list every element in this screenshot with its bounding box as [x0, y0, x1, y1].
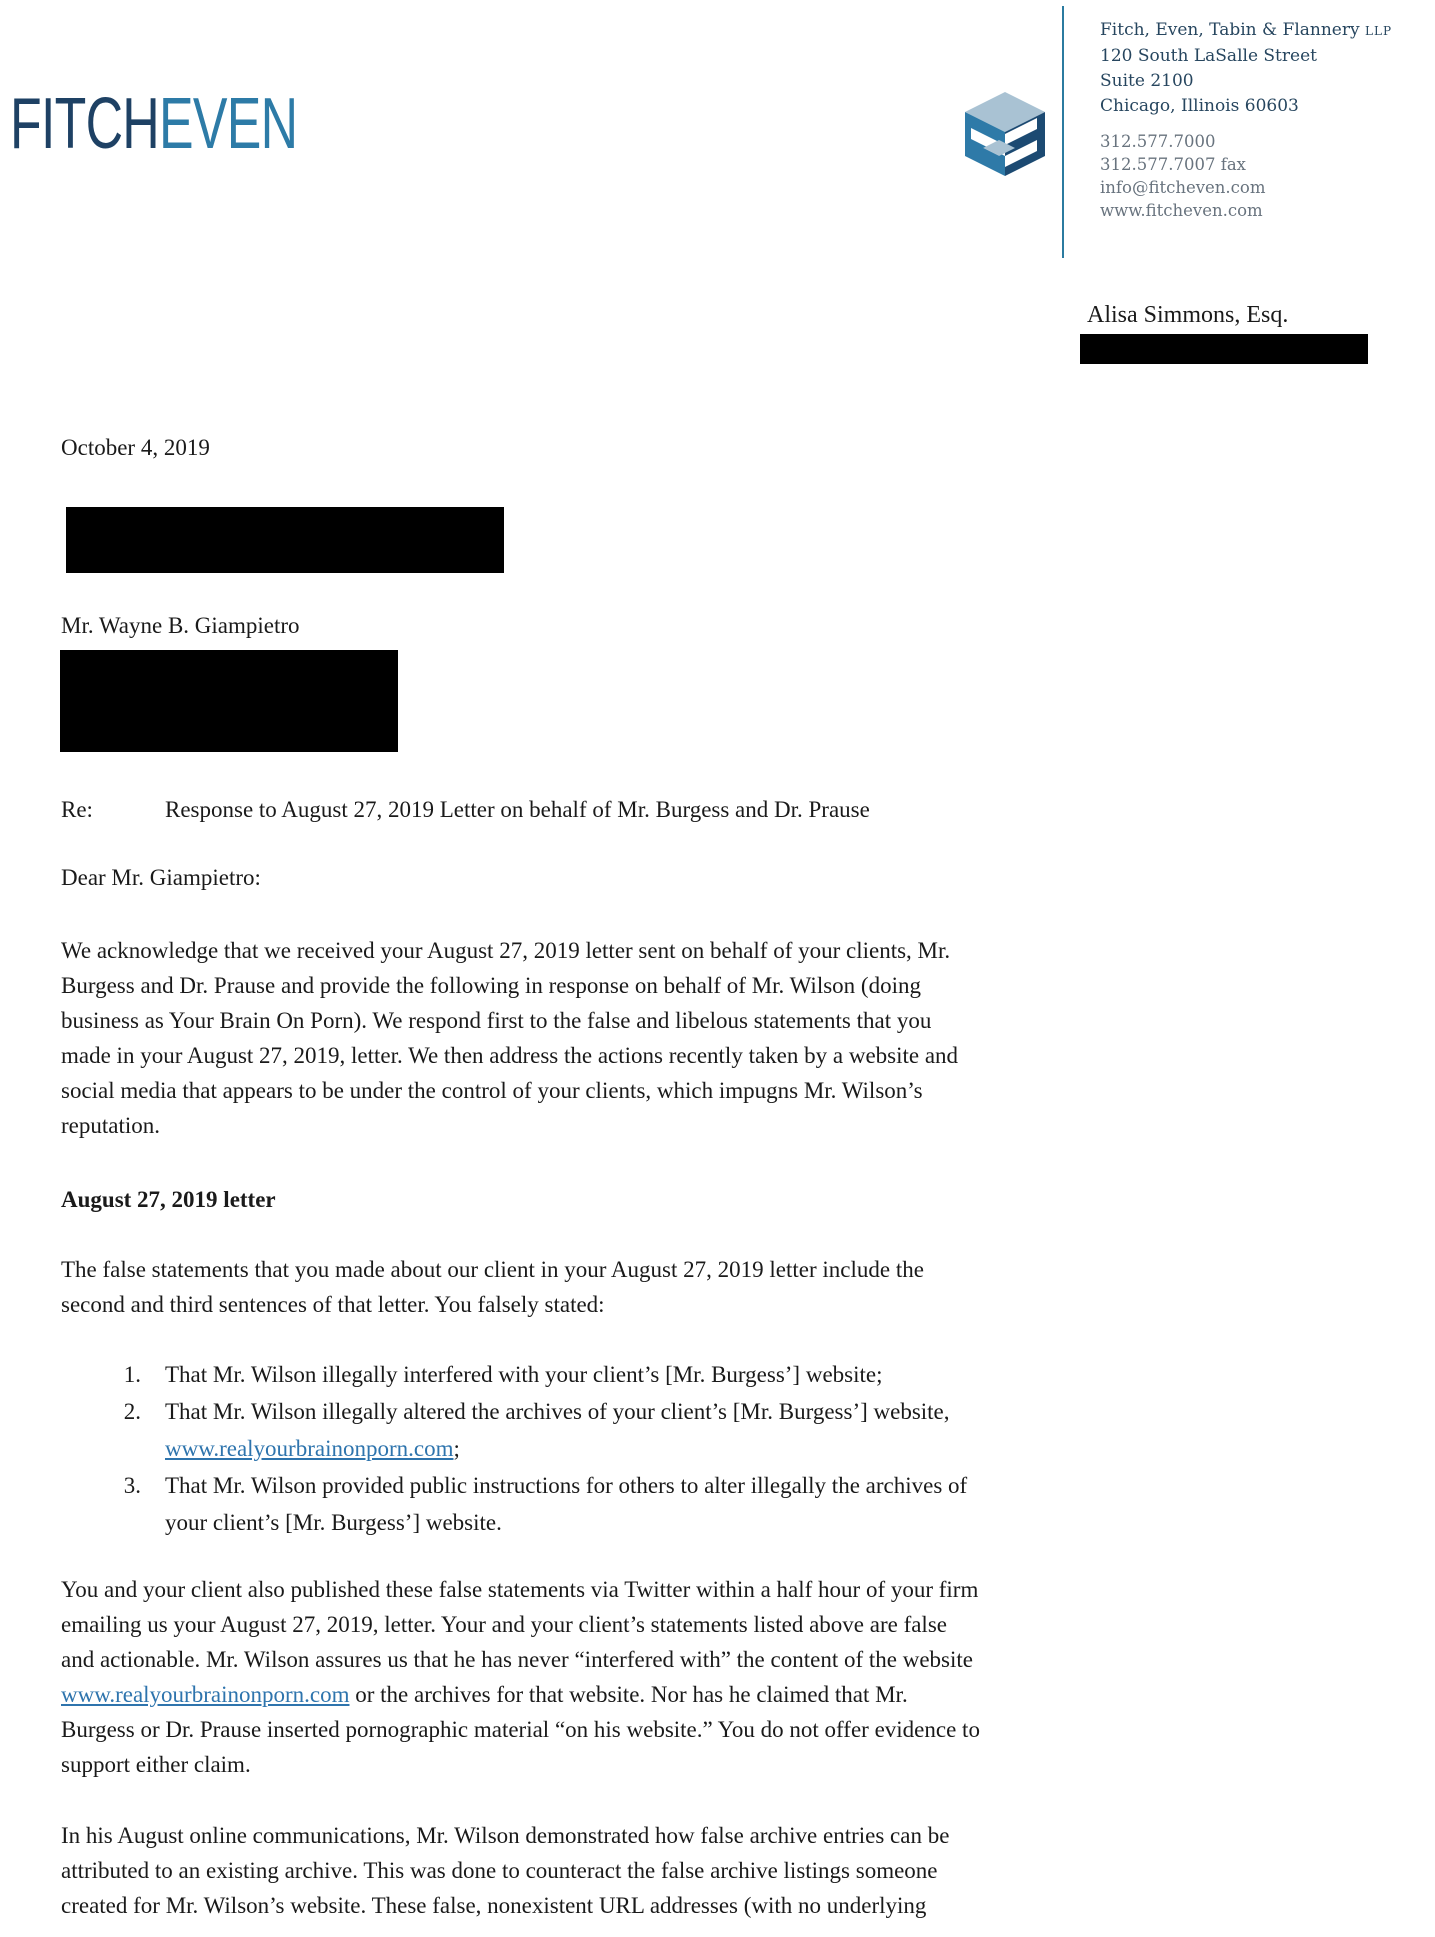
- text-run: or the archives for that website. Nor has he claimed that Mr.: [349, 1682, 908, 1707]
- text-run: In his August online communications, Mr. Wilson demonstrated how false archive entries can be: [61, 1823, 950, 1848]
- text-run: created for Mr. Wilson’s website. These false, nonexistent URL addresses (with no underlying: [61, 1893, 927, 1918]
- re-label: Re:: [61, 797, 93, 822]
- text-run: Chicago, Illinois 60603: [1100, 96, 1299, 116]
- text-run: www.fitcheven.com: [1100, 201, 1263, 220]
- firm-logotype: [10, 84, 298, 164]
- redaction-bar-contact: [1080, 334, 1368, 364]
- text-run: That Mr. Wilson illegally interfered with your client’s [Mr. Burgess’] website;: [165, 1362, 883, 1387]
- paragraph-1: [61, 933, 1121, 1143]
- text-run: Suite 2100: [1100, 71, 1194, 91]
- text-run: and actionable. Mr. Wilson assures us that he has never “interfered with” the content of the website: [61, 1647, 973, 1672]
- firm-name: Fitch, Even, Tabin & Flannery LLP: [1100, 20, 1393, 40]
- text-run: reputation.: [61, 1113, 160, 1138]
- text-run: attributed to an existing archive. This was done to counteract the false archive listings someone: [61, 1858, 938, 1883]
- logo-word-fitch: FITCH: [10, 84, 160, 164]
- firm-street-address: [1100, 44, 1430, 119]
- text-run: 312.577.7000: [1100, 132, 1216, 151]
- hyperlink[interactable]: www.realyourbrainonporn.com: [165, 1436, 454, 1461]
- text-run: social media that appears to be under the control of your clients, which impugns Mr. Wilson’s: [61, 1078, 923, 1103]
- text-run: You and your client also published these false statements via Twitter within a half hour of your firm: [61, 1577, 979, 1602]
- re-line: [61, 792, 1161, 827]
- list-text: [165, 1393, 1121, 1467]
- firm-address-block: [1100, 18, 1430, 222]
- text-run: made in your August 27, 2019, letter. We then address the actions recently taken by a website and: [61, 1043, 959, 1068]
- attorney-name: Alisa Simmons, Esq.: [1087, 302, 1289, 328]
- firm-contact-block: [1100, 130, 1430, 222]
- list-number: 1.: [123, 1362, 141, 1387]
- list-text: [165, 1356, 1121, 1393]
- text-run: Burgess and Dr. Prause and provide the following in response on behalf of Mr. Wilson (doing: [61, 973, 921, 998]
- redaction-bar-recipient-address: [60, 650, 398, 752]
- recipient-name: Mr. Wayne B. Giampietro: [61, 613, 300, 638]
- list-item-1: [61, 1356, 1121, 1393]
- logo-word-even: EVEN: [159, 84, 298, 164]
- text-run: second and third sentences of that letter. You falsely stated:: [61, 1292, 605, 1317]
- text-run: 120 South LaSalle Street: [1100, 46, 1317, 66]
- text-run: 312.577.7007 fax: [1100, 155, 1246, 174]
- cube-logo-icon: [956, 84, 1054, 176]
- letterhead-divider: [1062, 6, 1064, 258]
- list-item-3: [61, 1467, 1121, 1541]
- text-run: emailing us your August 27, 2019, letter. Your and your client’s statements listed above are false: [61, 1612, 947, 1637]
- salutation: Dear Mr. Giampietro:: [61, 865, 261, 890]
- list-text: [165, 1467, 1121, 1541]
- text-run: That Mr. Wilson provided public instructions for others to alter illegally the archives of: [165, 1473, 968, 1498]
- list-item-2: [61, 1393, 1121, 1467]
- firm-suffix: LLP: [1365, 24, 1393, 38]
- redaction-bar-addressee: [66, 507, 504, 573]
- section-heading: August 27, 2019 letter: [61, 1187, 276, 1212]
- text-run: your client’s [Mr. Burgess’] website.: [165, 1510, 502, 1535]
- list-number: 3.: [123, 1473, 141, 1498]
- text-run: business as Your Brain On Porn). We respond first to the false and libelous statements that you: [61, 1008, 932, 1033]
- text-run: info@fitcheven.com: [1100, 178, 1266, 197]
- text-run: support either claim.: [61, 1752, 251, 1777]
- hyperlink[interactable]: www.realyourbrainonporn.com: [61, 1682, 350, 1707]
- text-run: That Mr. Wilson illegally altered the archives of your client’s [Mr. Burgess’] website,: [165, 1399, 950, 1424]
- paragraph-3: [61, 1572, 1121, 1782]
- text-run: We acknowledge that we received your August 27, 2019 letter sent on behalf of your clients, Mr.: [61, 938, 951, 963]
- paragraph-2: [61, 1252, 1121, 1322]
- paragraph-4: [61, 1818, 1121, 1923]
- text-run: ;: [453, 1436, 460, 1461]
- re-subject: Response to August 27, 2019 Letter on behalf of Mr. Burgess and Dr. Prause: [165, 797, 870, 822]
- text-run: The false statements that you made about our client in your August 27, 2019 letter include the: [61, 1257, 924, 1282]
- text-run: Burgess or Dr. Prause inserted pornographic material “on his website.” You do not offer evidence to: [61, 1717, 980, 1742]
- list-number: 2.: [123, 1399, 141, 1424]
- numbered-list: [61, 1356, 1121, 1541]
- date-line: October 4, 2019: [61, 435, 210, 460]
